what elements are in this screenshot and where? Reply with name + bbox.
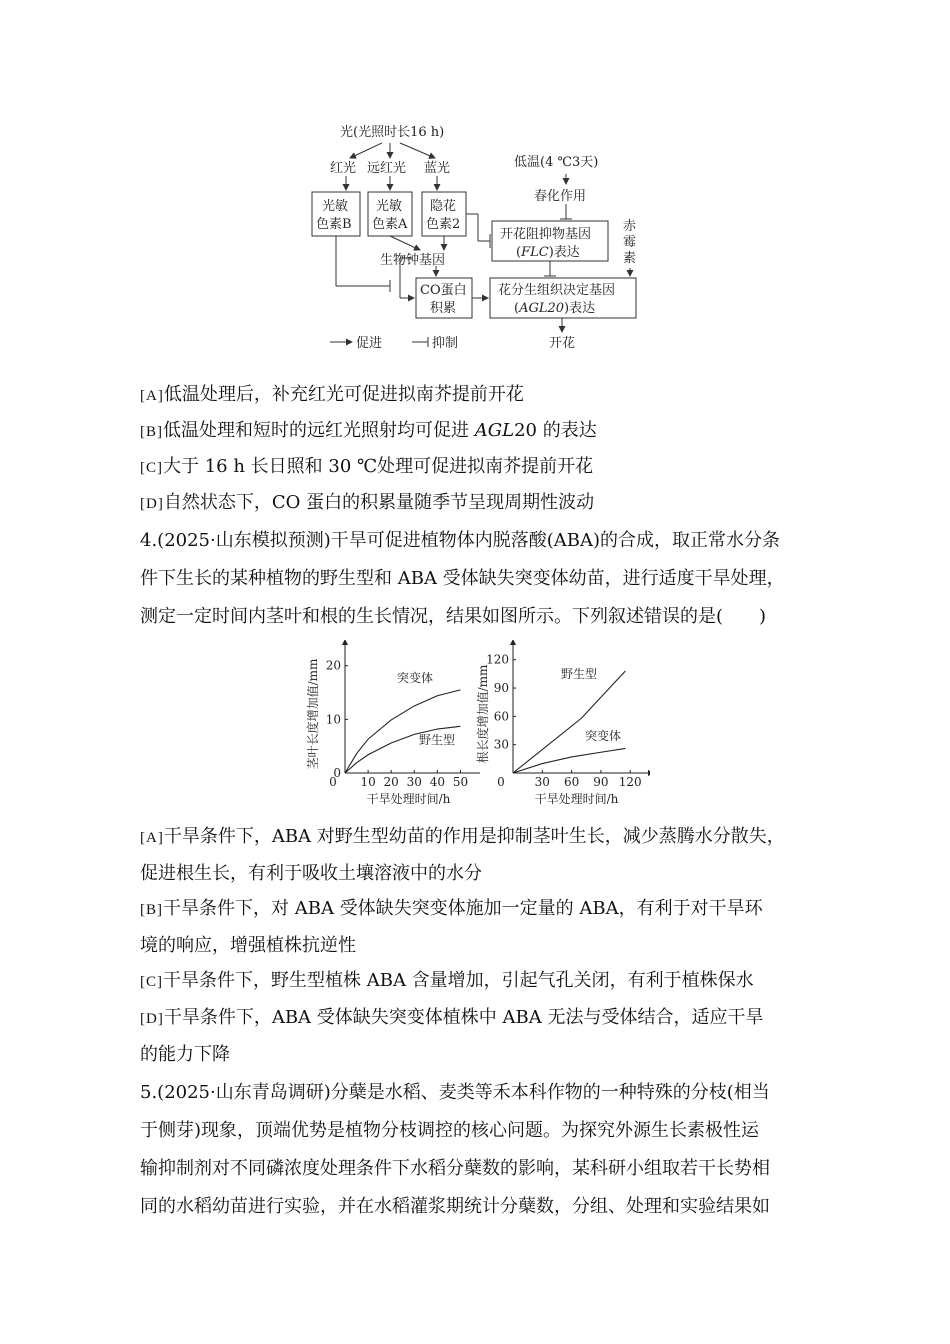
root-growth-chart [475, 640, 650, 810]
q4-stem-line-3: 测定一定时间内茎叶和根的生长情况，结果如图所示。下列叙述错误的是( ) [140, 606, 767, 627]
y-tick-label: 90 [493, 681, 509, 696]
series-line-1 [345, 690, 460, 773]
q3-option-c: [C]大于 16 h 长日照和 30 ℃处理可促进拟南芥提前开花 [140, 456, 594, 477]
flowering-diagram [300, 118, 660, 358]
y-axis-arrow [342, 640, 348, 645]
q4-option-a-line-2: 促进根生长，有利于吸收土壤溶液中的水分 [140, 863, 482, 884]
stem-leaf-growth-chart [305, 640, 480, 810]
legend-promote-label: 促进 [356, 336, 383, 351]
q4-option-a-line-1: [A]干旱条件下，ABA 对野生型幼苗的作用是抑制茎叶生长，减少蒸腾水分散失， [140, 826, 785, 847]
y-axis-arrow [510, 640, 516, 645]
cry-label-2: 色素2 [426, 217, 461, 232]
series-label-1: 突变体 [397, 671, 434, 685]
agl-label-2: (AGL20)表达 [514, 301, 596, 316]
ga-label-2: 霉 [623, 235, 637, 250]
phyB-label-2: 色素B [316, 217, 352, 232]
x-axis-label: 干旱处理时间/h [366, 792, 451, 806]
x-tick-label: 0 [497, 775, 505, 789]
x-tick-label: 90 [593, 775, 609, 789]
q3-option-d: [D]自然状态下，CO 蛋白的积累量随季节呈现周期性波动 [140, 492, 595, 513]
x-tick-label: 10 [360, 775, 376, 789]
x-tick-label: 0 [329, 775, 337, 789]
x-tick-label: 30 [406, 775, 422, 789]
light-label: 光(光照时长16 h) [340, 125, 445, 140]
q5-stem-line-4: 同的水稻幼苗进行实验，并在水稻灌浆期统计分蘖数，分组、处理和实验结果如 [140, 1196, 770, 1217]
y-tick-label: 20 [325, 658, 341, 673]
series-label-1: 野生型 [561, 667, 598, 681]
series-label-2: 突变体 [585, 729, 622, 743]
phyA-label-1: 光敏 [376, 199, 403, 214]
x-tick-label: 120 [618, 775, 642, 789]
far-red-light-label: 远红光 [367, 161, 407, 176]
flc-label-2: (FLC)表达 [516, 245, 580, 260]
ga-label-3: 素 [623, 251, 637, 266]
y-axis-label: 茎叶长度增加值/mm [306, 658, 320, 770]
y-tick-label: 120 [486, 652, 509, 667]
q4-stem-line-2: 件下生长的某种植物的野生型和 ABA 受体缺失突变体幼苗，进行适度干旱处理， [140, 568, 785, 589]
q5-stem-line-1: 5.(2025·山东青岛调研)分蘖是水稻、麦类等禾本科作物的一种特殊的分枝(相当 [140, 1082, 770, 1103]
q4-option-b-line-2: 境的响应，增强植株抗逆性 [140, 935, 356, 956]
q4-option-d-line-1: [D]干旱条件下，ABA 受体缺失突变体植株中 ABA 无法与受体结合，适应干旱 [140, 1007, 764, 1028]
series-label-2: 野生型 [419, 733, 456, 747]
flc-label-1: 开花阻抑物基因 [500, 227, 592, 242]
phyB-label-1: 光敏 [322, 199, 349, 214]
agl-label-1: 花分生组织决定基因 [498, 283, 616, 298]
x-tick-label: 20 [383, 775, 399, 789]
x-axis-arrow [648, 770, 650, 776]
q5-stem-line-3: 输抑制剂对不同磷浓度处理条件下水稻分蘖数的影响，某科研小组取若干长势相 [140, 1158, 770, 1179]
low-temp-label: 低温(4 ℃3天) [514, 155, 599, 170]
x-tick-label: 50 [452, 775, 469, 789]
y-axis-label: 根长度增加值/mm [476, 664, 490, 764]
flowering-label: 开花 [549, 336, 576, 351]
x-tick-label: 60 [563, 775, 580, 789]
blue-light-label: 蓝光 [424, 161, 451, 176]
cry-label-1: 隐花 [430, 199, 457, 214]
q5-stem-line-2: 于侧芽)现象，顶端优势是植物分枝调控的核心问题。为探究外源生长素极性运 [140, 1120, 760, 1141]
clock-gene-label: 生物钟基因 [380, 253, 446, 268]
y-tick-label: 0 [333, 766, 341, 780]
x-tick-label: 30 [534, 775, 550, 789]
q4-stem-line-1: 4.(2025·山东模拟预测)干旱可促进植物体内脱落酸(ABA)的合成，取正常水分条 [140, 530, 781, 551]
y-tick-label: 10 [325, 712, 341, 727]
y-tick-label: 30 [493, 737, 509, 752]
q4-option-d-line-2: 的能力下降 [140, 1044, 230, 1065]
ga-label-1: 赤 [623, 219, 637, 234]
vernalization-label: 春化作用 [534, 189, 587, 204]
y-tick-label: 60 [493, 709, 509, 724]
phyA-label-2: 色素A [372, 217, 408, 232]
red-light-label: 红光 [330, 161, 357, 176]
x-axis-label: 干旱处理时间/h [534, 792, 619, 806]
series-line-2 [513, 748, 625, 773]
x-tick-label: 40 [429, 775, 446, 789]
co-label-2: 积累 [430, 301, 457, 316]
q3-option-b: [B]低温处理和短时的远红光照射均可促进 AGL20 的表达 [140, 420, 597, 441]
co-label-1: CO蛋白 [420, 283, 467, 298]
q4-option-c: [C]干旱条件下，野生型植株 ABA 含量增加，引起气孔关闭，有利于植株保水 [140, 970, 754, 991]
q3-option-a: [A]低温处理后，补充红光可促进拟南芥提前开花 [140, 384, 524, 405]
q4-option-b-line-1: [B]干旱条件下，对 ABA 受体缺失突变体施加一定量的 ABA，有利于对干旱环 [140, 898, 763, 919]
legend-inhibit-label: 抑制 [432, 336, 459, 351]
